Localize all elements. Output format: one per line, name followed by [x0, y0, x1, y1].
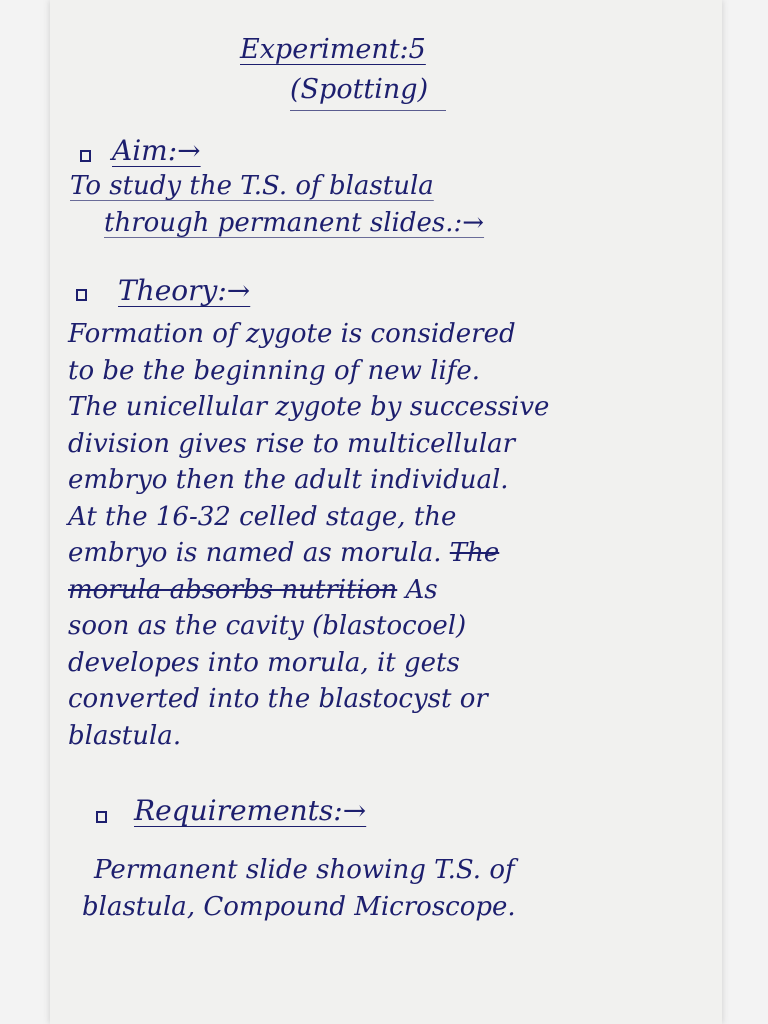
requirements-line: blastula, Compound Microscope. [82, 891, 516, 922]
aim-text [70, 168, 484, 241]
theory-line-tail: As [397, 574, 438, 605]
aim-bullet-box [80, 150, 91, 162]
theory-line: The unicellular zygote by successive [68, 392, 550, 422]
theory-text [68, 316, 549, 754]
theory-line [68, 535, 549, 572]
theory-line: to be the beginning of new life. [68, 355, 481, 386]
requirements-text [82, 852, 516, 925]
theory-line: soon as the cavity (blastocoel) [68, 611, 467, 641]
theory-line: Formation of zygote is considered [68, 319, 516, 349]
subtitle-underline [290, 110, 446, 111]
requirements-line: Permanent slide showing T.S. of [94, 855, 515, 885]
theory-heading: Theory:→ [118, 274, 251, 307]
theory-line: converted into the blastocyst or [68, 684, 488, 714]
theory-line: blastula. [68, 720, 182, 751]
theory-line: At the 16-32 celled stage, the [68, 501, 457, 532]
experiment-title: Experiment:5 [240, 34, 426, 65]
theory-line: embryo then the adult individual. [68, 465, 509, 495]
struck-phrase: morula absorbs nutrition [68, 574, 398, 605]
struck-word: The [449, 538, 500, 568]
theory-line-text: embryo is named as morula. [68, 538, 442, 568]
experiment-subtitle: (Spotting) [290, 74, 429, 105]
aim-line: To study the T.S. of blastula [70, 171, 434, 201]
theory-line [68, 572, 549, 609]
aim-line: through permanent slides.:→ [104, 207, 485, 238]
theory-bullet-box [76, 289, 87, 301]
requirements-bullet-box [96, 811, 107, 823]
theory-line: developes into morula, it gets [68, 647, 460, 678]
requirements-heading: Requirements:→ [134, 794, 367, 827]
theory-line: division gives rise to multicellular [68, 428, 516, 459]
aim-heading: Aim:→ [112, 134, 201, 167]
